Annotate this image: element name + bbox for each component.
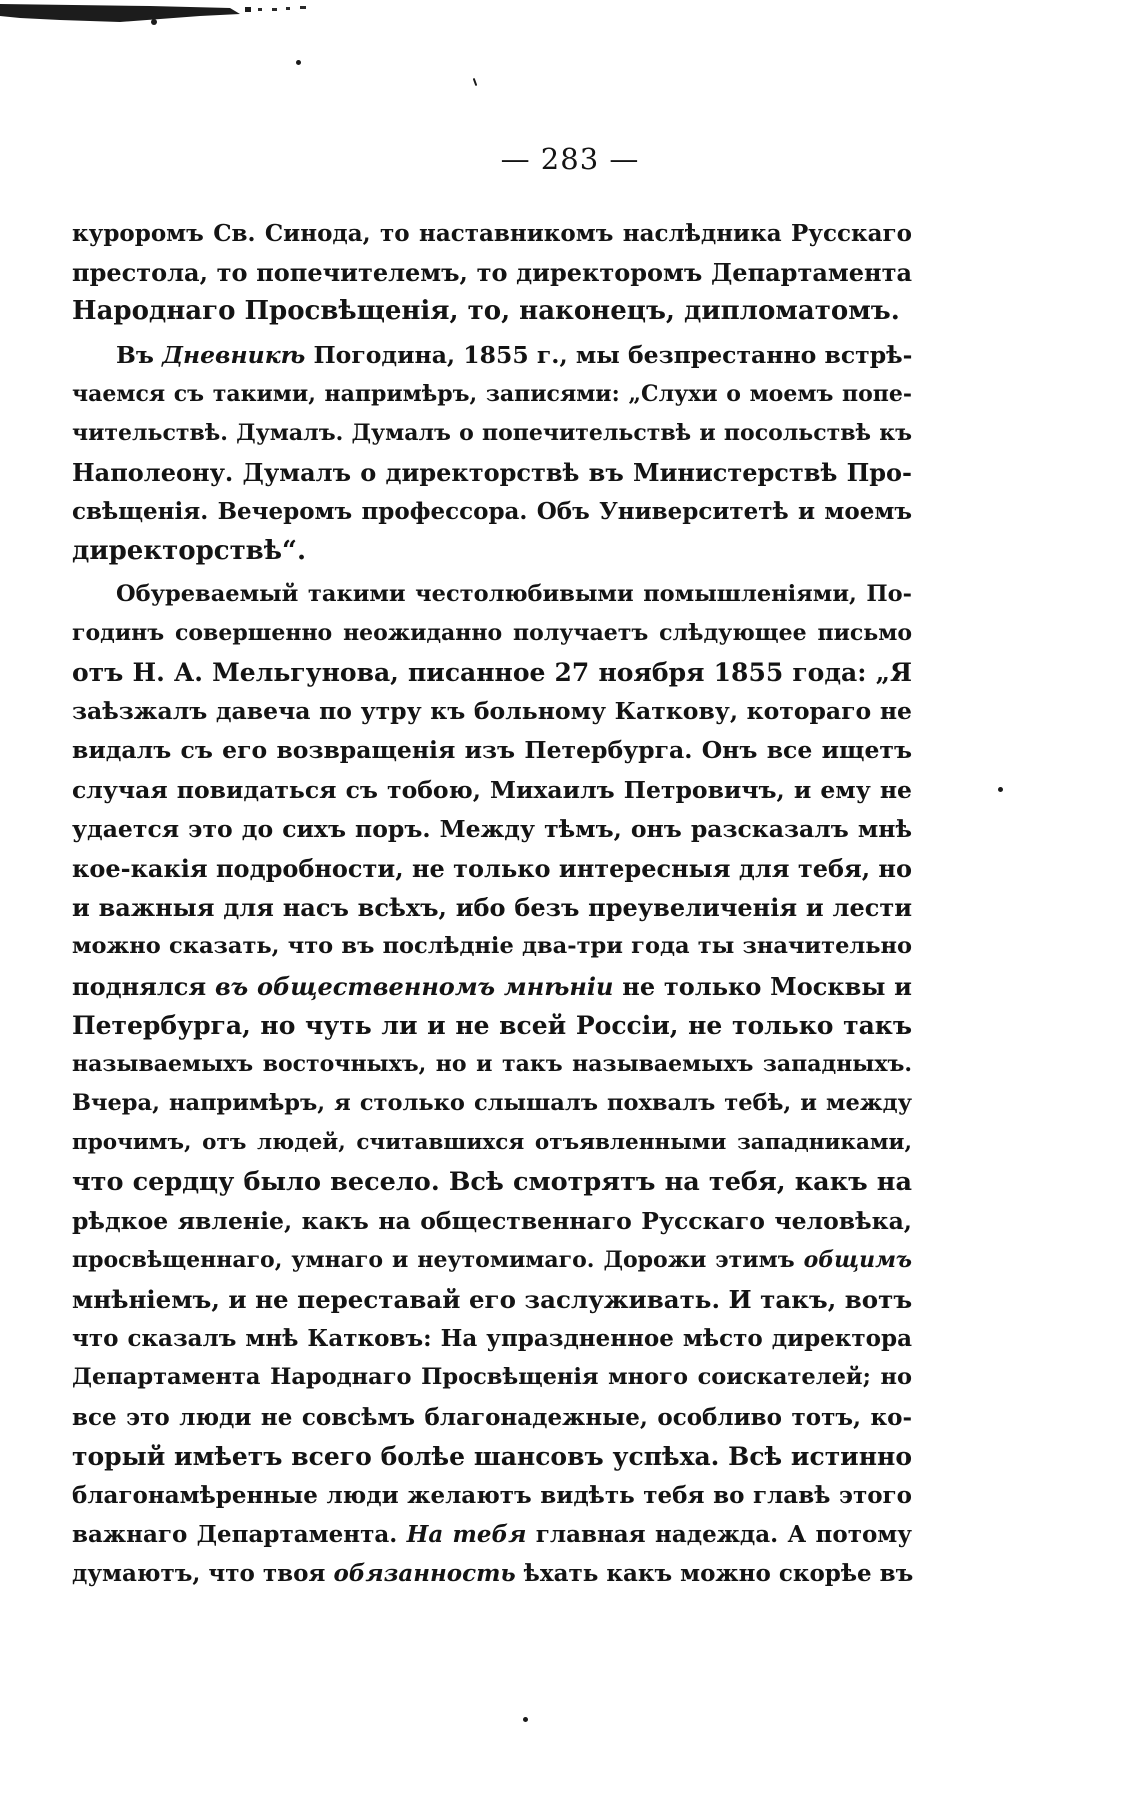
text-line xyxy=(72,1476,912,1515)
text-line xyxy=(72,1045,912,1084)
text-run: кое-какія подробности, не только интересныя для тебя, но xyxy=(72,854,912,883)
text-run: Въ xyxy=(116,340,163,369)
text-line xyxy=(72,214,912,253)
text-run: чительствѣ. Думалъ. Думалъ о попечительствѣ и посольствѣ къ xyxy=(72,419,912,446)
text-line xyxy=(72,575,912,614)
italic-run: На тебя xyxy=(406,1521,527,1549)
text-line xyxy=(72,492,912,531)
text-run: что сердцу было весело. Всѣ смотрятъ на тебя, какъ на xyxy=(72,1166,912,1197)
text-run: Погодина, 1855 г., мы безпрестанно встрѣ- xyxy=(305,340,913,369)
ink-smudge xyxy=(0,0,318,26)
text-line xyxy=(72,1437,912,1476)
text-run: директорствѣ“. xyxy=(72,535,307,566)
text-run: поднялся xyxy=(72,971,215,1001)
text-run: главная надежда. А потому xyxy=(526,1521,912,1549)
text-run: куроромъ Св. Синода, то наставникомъ наслѣдника Русскаго xyxy=(72,220,912,247)
text-run: годинъ совершенно неожиданно получаетъ слѣдующее письмо xyxy=(72,619,912,646)
text-line xyxy=(72,810,912,849)
text-run: и важныя для насъ всѣхъ, ибо безъ преувеличенія и лести xyxy=(72,893,912,923)
text-line xyxy=(72,771,912,810)
text-line xyxy=(72,1084,912,1123)
text-line xyxy=(72,1515,912,1554)
text-line xyxy=(72,1123,912,1162)
italic-run: обязанность xyxy=(333,1560,516,1588)
text-run: торый имѣетъ всего болѣе шансовъ успѣха. Всѣ истинно xyxy=(72,1441,912,1471)
text-line xyxy=(72,967,912,1006)
text-run: Обуреваемый такими честолюбивыми помышленіями, По- xyxy=(116,580,912,607)
text-run: удается это до сихъ поръ. Между тѣмъ, онъ разсказалъ мнѣ xyxy=(72,814,912,843)
body-text xyxy=(72,214,912,1594)
text-run: Вчера, напримѣръ, я столько слышалъ похвалъ тебѣ, и между xyxy=(72,1090,912,1117)
text-run: Наполеону. Думалъ о директорствѣ въ Министерствѣ Про- xyxy=(72,458,912,488)
text-run: называемыхъ восточныхъ, но и такъ называемыхъ западныхъ. xyxy=(72,1050,912,1077)
page-number: — 283 — xyxy=(500,142,640,176)
text-line xyxy=(72,1163,912,1202)
text-run: свѣщенія. Вечеромъ профессора. Объ Университетѣ и моемъ xyxy=(72,498,912,526)
speck xyxy=(998,787,1003,792)
text-line xyxy=(72,1319,912,1358)
text-line xyxy=(72,253,912,292)
text-line xyxy=(72,1006,912,1045)
text-line xyxy=(72,653,912,692)
text-line xyxy=(72,1358,912,1397)
speck xyxy=(473,78,478,86)
text-line xyxy=(72,414,912,453)
text-line xyxy=(72,1398,912,1437)
text-run: что сказалъ мнѣ Катковъ: На упраздненное мѣсто директора xyxy=(72,1325,912,1353)
text-line xyxy=(72,453,912,492)
text-line xyxy=(72,532,912,571)
text-run: все это люди не совсѣмъ благонадежные, особливо тотъ, ко- xyxy=(72,1403,912,1431)
text-line xyxy=(72,614,912,653)
text-run: рѣдкое явленіе, какъ на общественнаго Русскаго человѣка, xyxy=(72,1206,912,1235)
text-line xyxy=(72,1202,912,1241)
italic-run: Дневникѣ xyxy=(162,340,306,369)
text-run: прочимъ, отъ людей, считавшихся отъявленными западниками, xyxy=(72,1130,912,1156)
text-run: можно сказать, что въ послѣдніе два-три года ты значительно xyxy=(72,933,912,960)
text-run: важнаго Департамента. xyxy=(72,1521,407,1549)
text-line xyxy=(72,292,912,331)
text-run: Департамента Народнаго Просвѣщенія много соискателей; но xyxy=(72,1364,912,1391)
text-line xyxy=(72,1554,912,1593)
text-line xyxy=(72,692,912,731)
text-run: случая повидаться съ тобою, Михаилъ Петровичъ, и ему не xyxy=(72,775,912,804)
text-line xyxy=(72,1241,912,1280)
speck xyxy=(523,1717,528,1722)
text-run: отъ Н. А. Мельгунова, писанное 27 ноября 1855 года: „Я xyxy=(72,658,912,688)
text-line xyxy=(72,336,912,375)
text-run: благонамѣренные люди желаютъ видѣть тебя во главѣ этого xyxy=(72,1482,912,1509)
text-line xyxy=(72,927,912,966)
italic-run: въ общественномъ мнѣніи xyxy=(214,971,614,1001)
text-line xyxy=(72,1280,912,1319)
speck xyxy=(296,60,301,65)
text-line xyxy=(72,375,912,414)
text-line xyxy=(72,888,912,927)
text-run: заѣзжалъ давеча по утру къ больному Каткову, котораго не xyxy=(72,697,912,726)
text-run: Народнаго Просвѣщенія, то, наконецъ, дипломатомъ. xyxy=(72,296,900,327)
text-run: думаютъ, что твоя xyxy=(72,1560,334,1588)
text-run: ѣхать какъ можно скорѣе въ xyxy=(515,1560,914,1588)
text-line xyxy=(72,849,912,888)
text-run: чаемся съ такими, напримѣръ, записями: „Слухи о моемъ попе- xyxy=(72,380,912,407)
text-run: мнѣніемъ, и не переставай его заслуживать. И такъ, вотъ xyxy=(72,1285,913,1315)
text-run: Петербурга, но чуть ли и не всей Россіи, не только такъ xyxy=(72,1010,912,1040)
text-run: престола, то попечителемъ, то директоромъ Департамента xyxy=(72,258,912,288)
text-run: видалъ съ его возвращенія изъ Петербурга. Онъ все ищетъ xyxy=(72,736,912,765)
text-line xyxy=(72,731,912,770)
italic-run: общимъ xyxy=(803,1246,912,1273)
text-run: просвѣщеннаго, умнаго и неутомимаго. Дорожи этимъ xyxy=(72,1246,804,1273)
text-run: не только Москвы и xyxy=(613,971,912,1001)
